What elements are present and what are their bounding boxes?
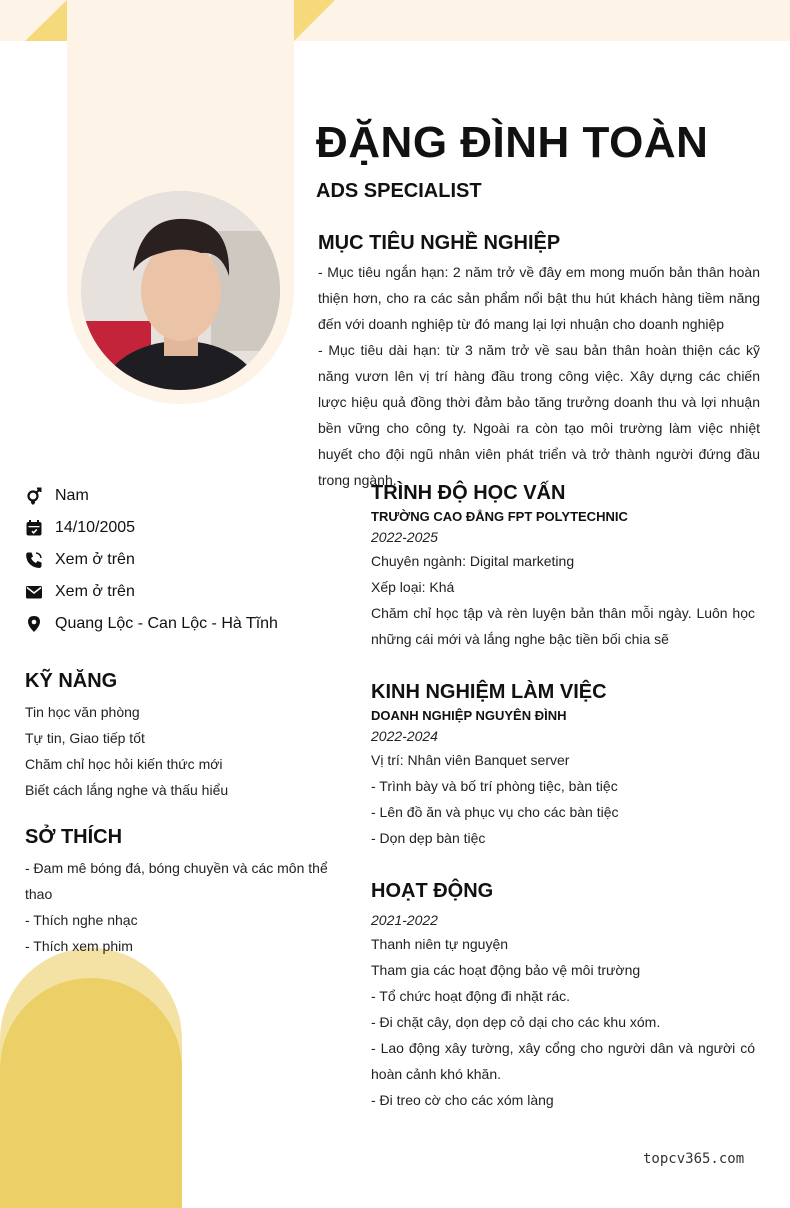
experience-line: - Dọn dẹp bàn tiệc [371,830,486,846]
hobby-item: - Thích nghe nhạc [25,912,138,928]
education-line: Chuyên ngành: Digital marketing [371,553,575,569]
activities-heading: HOẠT ĐỘNG [371,880,494,902]
activities-section [371,880,755,1113]
contact-email [25,576,325,608]
education-period: 2022-2025 [371,529,438,545]
education-line: Chăm chỉ học tập và rèn luyện bản thân mỗi ngày. Luôn học những cái mới và lắng nghe bậc tiền bối chia sẽ [371,605,755,647]
activities-line: Thanh niên tự nguyện [371,936,509,952]
activities-line: - Tổ chức hoạt động đi nhặt rác. [371,988,571,1004]
hobby-item: - Thích xem phim [25,938,133,954]
experience-heading: KINH NGHIỆM LÀM VIỆC [371,681,607,703]
experience-line: - Trình bày và bố trí phòng tiệc, bàn tiệc [371,778,618,794]
phone-icon [25,551,43,569]
location-icon [25,615,43,633]
objective-long-term: - Mục tiêu dài hạn: từ 3 năm trở về sau bản thân hoàn thiện các kỹ năng vươn lên vị trí hàng đầu trong công việc. Xây dựng các chiến lược hiệu quả đồng thời đảm bảo tăng trưởng doanh thu và lợi nhuận bền vững cho công ty. Ngoài ra còn tạo môi trường làm việc nhiệt huyết cho đội ngũ nhân viên phát triển và trở thành người đứng đầu trong ngành. [318,342,760,488]
education-line: Xếp loại: Khá [371,579,455,595]
experience-period: 2022-2024 [371,728,438,744]
decor-triangle-left [25,0,67,41]
watermark: topcv365.com [643,1151,745,1167]
birthday-value: 14/10/2005 [55,519,136,536]
company-name: DOANH NGHIỆP NGUYÊN ĐÌNH [371,708,567,723]
address-value: Quang Lộc - Can Lộc - Hà Tĩnh [55,615,278,632]
skill-item: Biết cách lắng nghe và thấu hiểu [25,782,229,798]
skill-item: Tự tin, Giao tiếp tốt [25,730,145,746]
contact-phone [25,544,325,576]
skill-item: Tin học văn phòng [25,704,140,720]
activities-period: 2021-2022 [371,912,438,928]
experience-line: - Lên đồ ăn và phục vụ cho các bàn tiệc [371,804,619,820]
phone-value: Xem ở trên [55,551,135,568]
experience-line: Vị trí: Nhân viên Banquet server [371,752,570,768]
decor-blob [0,978,182,1208]
calendar-icon [25,519,43,537]
gender-value: Nam [55,487,89,504]
hobbies-section [25,826,330,959]
email-value: Xem ở trên [55,583,135,600]
activities-line: - Đi chặt cây, dọn dẹp cỏ dại cho các khu xóm. [371,1014,661,1030]
skill-item: Chăm chỉ học hỏi kiến thức mới [25,756,223,772]
contact-birthday [25,512,325,544]
avatar-photo [81,191,280,390]
objective-short-term: - Mục tiêu ngắn hạn: 2 năm trở về đây em mong muốn bản thân hoàn thiện hơn, cho ra các sản phẩm nổi bật thu hút khách hàng tiềm năng đến với doanh nghiệp từ đó mang lại lợi nhuận cho doanh nghiệp [318,264,760,332]
experience-section [371,681,755,851]
contact-gender [25,480,325,512]
decor-triangle-right [294,0,335,41]
gender-icon [25,487,43,505]
objective-section [318,232,760,493]
skills-section [25,670,325,803]
activities-line: Tham gia các hoạt động bảo vệ môi trường [371,962,641,978]
hobbies-heading: SỞ THÍCH [25,826,123,848]
hobby-item: - Đam mê bóng đá, bóng chuyền và các môn thể thao [25,860,328,902]
contact-section [25,480,325,640]
candidate-name: ĐẶNG ĐÌNH TOÀN [316,118,709,167]
job-title: ADS SPECIALIST [316,180,482,202]
avatar [81,191,280,390]
skills-heading: KỸ NĂNG [25,670,118,692]
education-section [371,482,755,652]
contact-address [25,608,325,640]
email-icon [25,583,43,601]
school-name: TRƯỜNG CAO ĐẲNG FPT POLYTECHNIC [371,509,628,524]
objective-heading: MỤC TIÊU NGHỀ NGHIỆP [318,232,561,254]
education-heading: TRÌNH ĐỘ HỌC VẤN [371,482,566,504]
activities-line: - Đi treo cờ cho các xóm làng [371,1092,554,1108]
activities-line: - Lao động xây tường, xây cổng cho người dân và người có hoàn cảnh khó khăn. [371,1040,755,1082]
